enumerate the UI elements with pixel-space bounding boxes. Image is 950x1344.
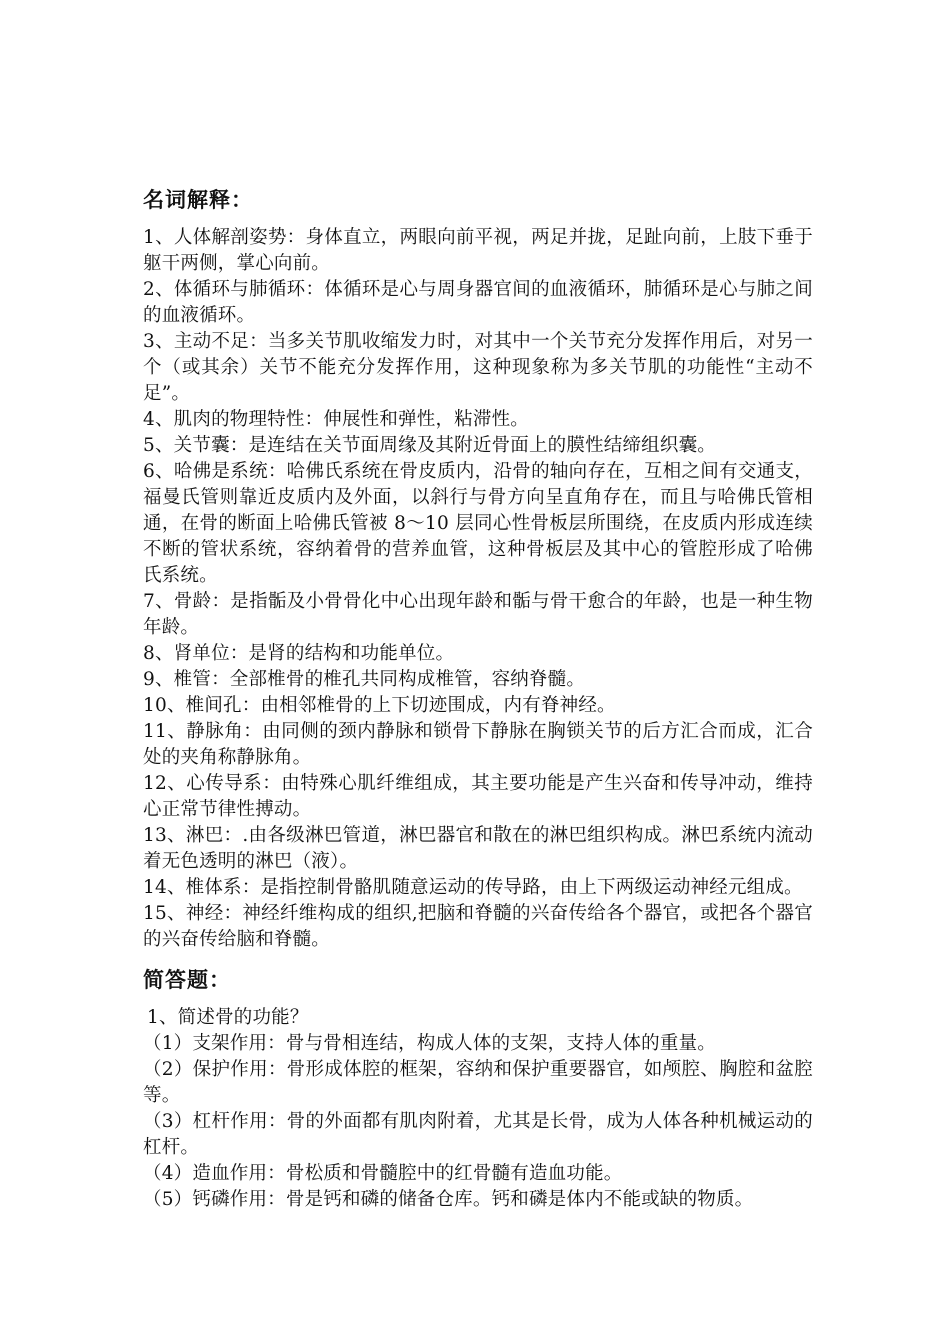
definition-item: 3、主动不足：当多关节肌收缩发力时，对其中一个关节充分发挥作用后，对另一个（或其余）关节不能充分发挥作用，这种现象称为多关节肌的功能性“主动不足”。 [143, 331, 813, 404]
definition-item: 7、骨龄：是指骺及小骨骨化中心出现年龄和骺与骨干愈合的年龄，也是一种生物年龄。 [143, 591, 813, 638]
definition-item: 5、关节囊：是连结在关节面周缘及其附近骨面上的膜性结缔组织囊。 [143, 435, 716, 456]
question-title: 1、简述骨的功能？ [147, 1007, 309, 1028]
section-title-short-answer: 简答题： [143, 968, 231, 992]
answer-item: （5）钙磷作用：骨是钙和磷的储备仓库。钙和磷是体内不能或缺的物质。 [143, 1189, 754, 1210]
definition-item: 4、肌肉的物理特性：伸展性和弹性，粘滞性。 [143, 409, 529, 430]
definition-item: 13、淋巴：.由各级淋巴管道，淋巴器官和散在的淋巴组织构成。淋巴系统内流动着无色透明的淋巴（液）。 [143, 825, 813, 872]
section-title-definitions: 名词解释： [143, 188, 253, 212]
definition-item: 14、椎体系：是指控制骨骼肌随意运动的传导路，由上下两级运动神经元组成。 [143, 877, 803, 898]
definition-item: 1、人体解剖姿势：身体直立，两眼向前平视，两足并拢，足趾向前，上肢下垂于躯干两侧，掌心向前。 [143, 227, 813, 274]
definition-item: 12、心传导系：由特殊心肌纤维组成，其主要功能是产生兴奋和传导冲动，维持心正常节律性搏动。 [143, 773, 813, 820]
document-page [143, 183, 813, 1213]
definition-item: 8、肾单位：是肾的结构和功能单位。 [143, 643, 455, 664]
definition-item: 15、神经：神经纤维构成的组织,把脑和脊髓的兴奋传给各个器官，或把各个器官的兴奋传给脑和脊髓。 [143, 903, 813, 950]
definition-item: 11、静脉角：由同侧的颈内静脉和锁骨下静脉在胸锁关节的后方汇合而成，汇合处的夹角称静脉角。 [143, 721, 813, 768]
answer-item: （2）保护作用：骨形成体腔的框架，容纳和保护重要器官，如颅腔、胸腔和盆腔等。 [143, 1059, 813, 1106]
definition-item: 6、哈佛是系统：哈佛氏系统在骨皮质内，沿骨的轴向存在，互相之间有交通支，福曼氏管则靠近皮质内及外面，以斜行与骨方向呈直角存在，而且与哈佛氏管相通，在骨的断面上哈佛氏管被 8～10 层同心性骨板层所围绕，在皮质内形成连续不断的管状系统，容纳着骨的营养血管，这种骨板层及其中心的管腔形成了哈佛氏系统。 [143, 461, 813, 586]
definition-item: 9、椎管：全部椎骨的椎孔共同构成椎管，容纳脊髓。 [143, 669, 586, 690]
definition-item: 10、椎间孔：由相邻椎骨的上下切迹围成，内有脊神经。 [143, 695, 616, 716]
answer-item: （4）造血作用：骨松质和骨髓腔中的红骨髓有造血功能。 [143, 1163, 623, 1184]
answer-item: （3）杠杆作用：骨的外面都有肌肉附着，尤其是长骨，成为人体各种机械运动的杠杆。 [143, 1111, 813, 1158]
definition-item: 2、体循环与肺循环：体循环是心与周身器官间的血液循环，肺循环是心与肺之间的血液循环。 [143, 279, 813, 326]
answer-item: （1）支架作用：骨与骨相连结，构成人体的支架，支持人体的重量。 [143, 1033, 716, 1054]
